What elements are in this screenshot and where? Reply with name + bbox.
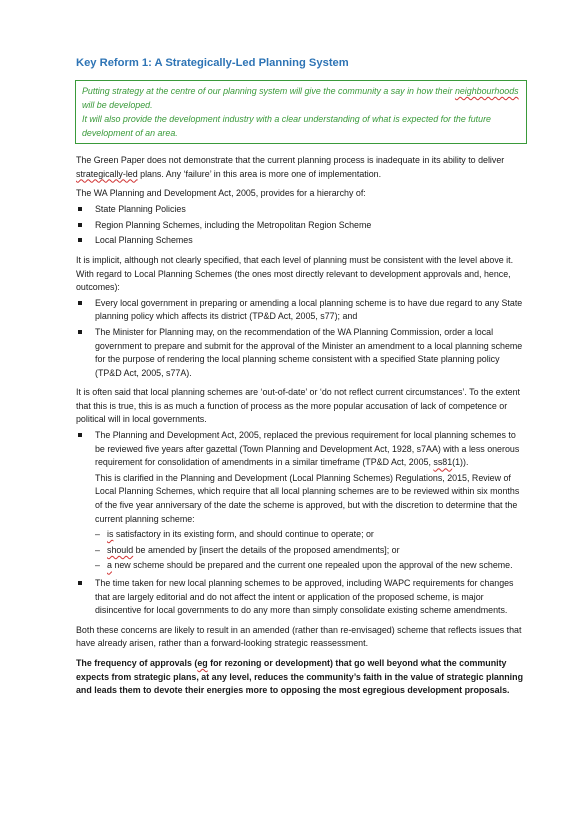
list-item: Region Planning Schemes, including the Metropolitan Region Scheme xyxy=(76,219,524,233)
section-heading: Key Reform 1: A Strategically-Led Planning System xyxy=(76,57,349,69)
list-item: Local Planning Schemes xyxy=(76,234,524,248)
paragraph-hierarchy-intro: The WA Planning and Development Act, 2005, provides for a hierarchy of: xyxy=(76,188,366,199)
bullet-icon xyxy=(78,433,82,437)
local-scheme-list xyxy=(76,297,524,381)
hierarchy-list xyxy=(76,203,524,248)
callout-line-1: Putting strategy at the centre of our planning system will give the community a say in how their neighbourhoods will be developed. xyxy=(82,86,519,110)
bullet-icon xyxy=(78,330,82,334)
list-item: Every local government in preparing or amending a local planning scheme is to have due regard to any State planning policy which affects its district (TP&D Act, 2005, s77); and xyxy=(76,297,524,324)
list-item: – should be amended by [insert the details of the proposed amendments]; or xyxy=(95,544,524,558)
dash-icon: – xyxy=(95,529,100,540)
paragraph-implicit: It is implicit, although not clearly specified, that each level of planning must be consistent with the level above it. With regard to Local Planning Schemes (the ones most directly relevant to development approvals and, hence, outcomes): xyxy=(76,254,514,293)
list-item: – is satisfactory in its existing form, and should continue to operate; or xyxy=(95,528,524,542)
review-options-list xyxy=(95,528,524,573)
paragraph-green-paper: The Green Paper does not demonstrate that the current planning process is inadequate in its ability to deliver strategically-led plans. Any ‘failure’ in this area is more one of implementation. xyxy=(76,155,505,179)
spell-flag: strategically-led xyxy=(76,168,138,179)
spell-flag: a xyxy=(107,560,112,571)
document-body xyxy=(76,154,524,698)
callout-line-2: It will also provide the development industry with a clear understanding of what is expected for the future development of an area. xyxy=(82,114,491,138)
list-item: – a new scheme should be prepared and the current one repealed upon the approval of the new scheme. xyxy=(95,559,524,573)
list-item: The time taken for new local planning schemes to be approved, including WAPC requirements for changes that are largely editorial and do not affect the intent or application of the proposed scheme, is major disincentive for local governments to do any more than simply consolidate existing scheme amendments. xyxy=(76,577,524,618)
spell-flag: neighbourhoods xyxy=(454,86,519,96)
bullet-icon xyxy=(78,207,82,211)
spell-flag: is xyxy=(107,529,114,540)
spell-flag: ss81 xyxy=(433,457,453,468)
bullet-icon xyxy=(78,301,82,305)
list-item: State Planning Policies xyxy=(76,203,524,217)
paragraph-approvals-frequency: The frequency of approvals (eg for rezoning or development) that go well beyond what the community expects from strategic plans, at any level, reduces the community’s faith in the value of strategic planning and leads them to devote their energies more to opposing the most egregious development proposals. xyxy=(76,657,523,696)
list-item: The Planning and Development Act, 2005, replaced the previous requirement for local planning schemes to be reviewed five years after gazettal (Town Planning and Development Act, 1928, s7AA) with a less onerous requirement for consolidation of amendments in a similar timeframe (TP&D Act, 2005, ss81(1)). This is clarified in the Planning and Development (Local Planning Schemes) Regulations, 2015, Review of Local Planning Schemes, which require that all local planning schemes are to be reviewed within six months of the five year anniversary of the date the scheme is approved, but with the discretion to determine that the current planning scheme: – is satisfactory in its existing form, and should continue to operate; or – should be amended by [insert the details of the proposed amendments]; or – a new scheme should be prepared and the current one repealed upon the approval of the new scheme. xyxy=(76,429,524,573)
spell-flag: should xyxy=(107,544,134,555)
paragraph-concerns-result: Both these concerns are likely to result in an amended (rather than re-envisaged) scheme that reflects issues that have already arisen, rather than a forward-looking strategic reassessment. xyxy=(76,624,522,649)
paragraph-out-of-date: It is often said that local planning schemes are ‘out-of-date’ or ‘do not reflect current circumstances’. To the extent that this is true, this is as much a function of process as the more popular accusation of lack of competence or political will in local governments. xyxy=(76,387,520,425)
bullet-icon xyxy=(78,223,82,227)
concerns-list xyxy=(76,429,524,618)
bullet-icon xyxy=(78,238,82,242)
spell-flag: eg xyxy=(197,657,208,668)
bullet-icon xyxy=(78,581,82,585)
review-clarification: This is clarified in the Planning and Development (Local Planning Schemes) Regulations, 2015, Review of Local Planning Schemes, which require that all local planning schemes are to be reviewed within six months of the five year anniversary of the date the scheme is approved, but with the discretion to determine that the current planning scheme: xyxy=(95,472,520,524)
callout-box xyxy=(75,80,527,144)
dash-icon: – xyxy=(95,544,100,555)
list-item: The Minister for Planning may, on the recommendation of the WA Planning Commission, order a local government to prepare and submit for the approval of the Minister an amendment to a local planning scheme for the purpose of rendering the local planning scheme consistent with a specified State planning policy (TP&D Act, 2005, s77A). xyxy=(76,326,524,380)
dash-icon: – xyxy=(95,560,100,571)
